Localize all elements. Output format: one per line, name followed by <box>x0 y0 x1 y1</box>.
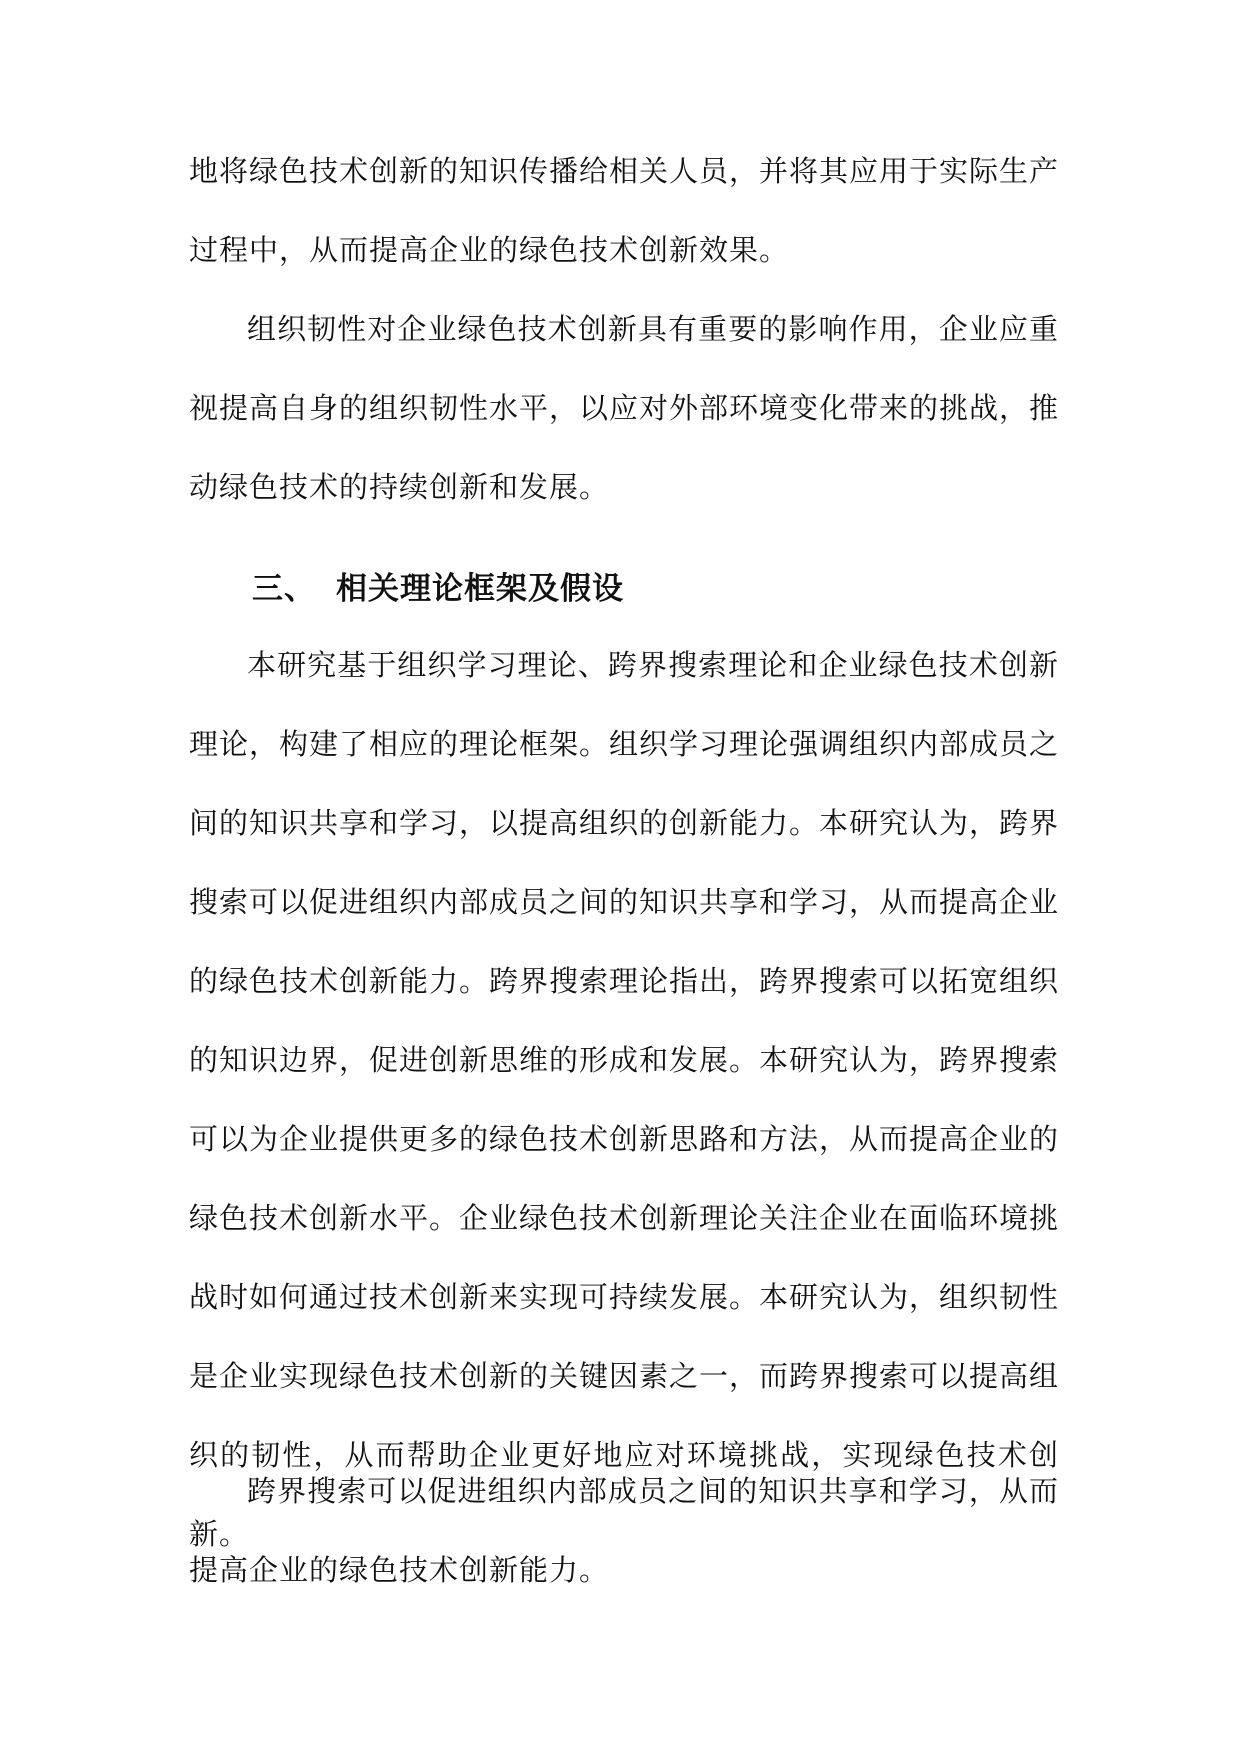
paragraph-continuation: 地将绿色技术创新的知识传播给相关人员，并将其应用于实际生产过程中，从而提高企业的绿色技术创新效果。 <box>189 154 1060 267</box>
section-number: 三、 <box>252 571 316 607</box>
paragraph-resilience: 组织韧性对企业绿色技术创新具有重要的影响作用，企业应重视提高自身的组织韧性水平，以应对外部环境变化带来的挑战，推动绿色技术的持续创新和发展。 <box>189 312 1060 504</box>
section-heading <box>252 563 624 608</box>
section-title: 相关理论框架及假设 <box>336 571 624 607</box>
paragraph-hypothesis: 跨界搜索可以促进组织内部成员之间的知识共享和学习，从而提高企业的绿色技术创新能力。 <box>189 1474 1059 1587</box>
paragraph-framework: 本研究基于组织学习理论、跨界搜索理论和企业绿色技术创新理论，构建了相应的理论框架。组织学习理论强调组织内部成员之间的知识共享和学习，以提高组织的创新能力。本研究认为，跨界搜索可以促进组织内部成员之间的知识共享和学习，从而提高企业的绿色技术创新能力。跨界搜索理论指出，跨界搜索可以拓宽组织的知识边界，促进创新思维的形成和发展。本研究认为，跨界搜索可以为企业提供更多的绿色技术创新思路和方法，从而提高企业的绿色技术创新水平。企业绿色技术创新理论关注企业在面临环境挑战时如何通过技术创新来实现可持续发展。本研究认为，组织韧性是企业实现绿色技术创新的关键因素之一，而跨界搜索可以提高组织的韧性，从而帮助企业更好地应对环境挑战，实现绿色技术创新。 <box>189 648 1060 1551</box>
